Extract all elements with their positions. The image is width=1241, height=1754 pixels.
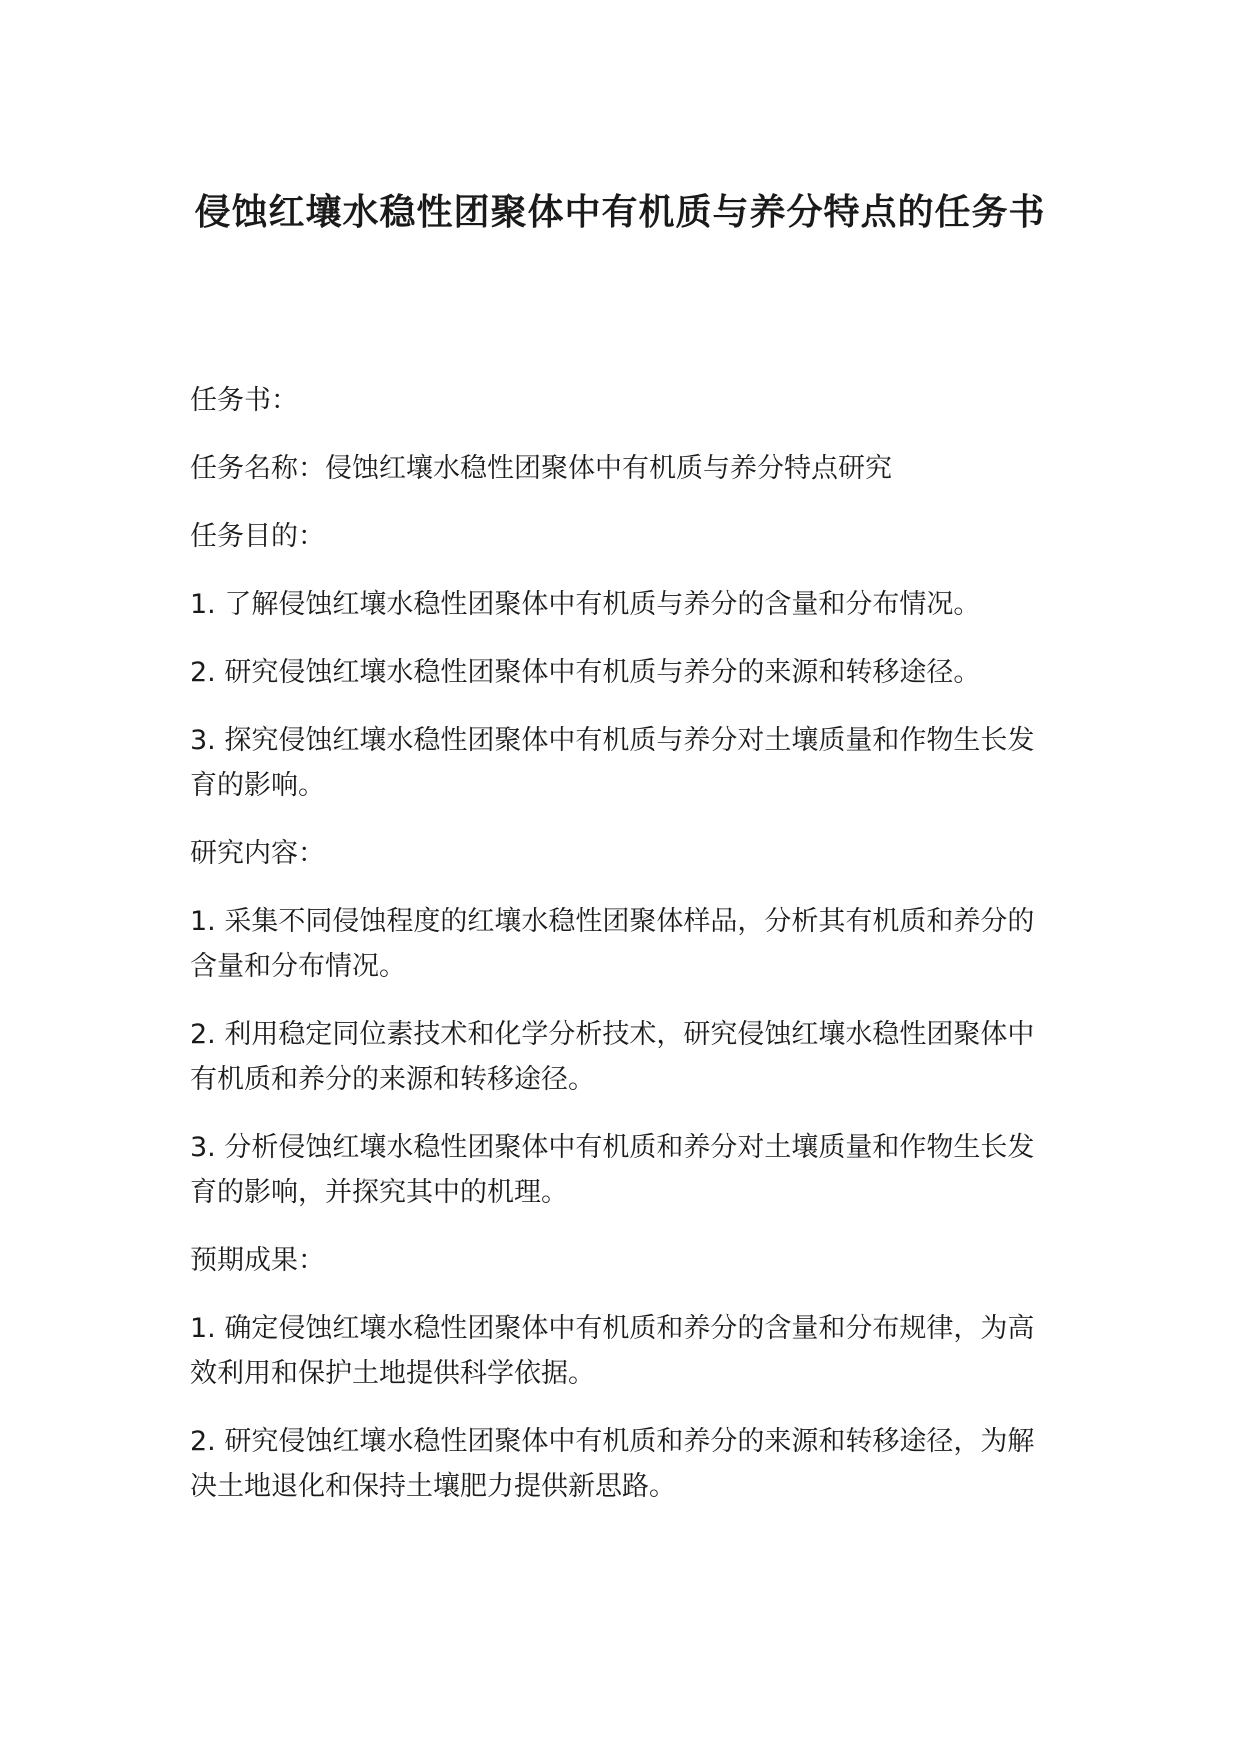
objective-item: 1. 了解侵蚀红壤水稳性团聚体中有机质与养分的含量和分布情况。 [190,589,981,620]
task-name: 任务名称：侵蚀红壤水稳性团聚体中有机质与养分特点研究 [190,453,892,484]
section-label-task-book: 任务书： [190,385,298,416]
section-label-objectives: 任务目的： [190,521,325,552]
research-item: 1. 采集不同侵蚀程度的红壤水稳性团聚体样品，分析其有机质和养分的含量和分布情况。 [190,906,1035,982]
section-label-research-content: 研究内容： [190,838,325,869]
research-item: 3. 分析侵蚀红壤水稳性团聚体中有机质和养分对土壤质量和作物生长发育的影响，并探究其中的机理。 [190,1132,1035,1208]
result-item: 1. 确定侵蚀红壤水稳性团聚体中有机质和养分的含量和分布规律，为高效利用和保护土地提供科学依据。 [190,1313,1035,1389]
objective-item: 2. 研究侵蚀红壤水稳性团聚体中有机质与养分的来源和转移途径。 [190,657,981,688]
objective-item: 3. 探究侵蚀红壤水稳性团聚体中有机质与养分对土壤质量和作物生长发育的影响。 [190,725,1035,801]
result-item: 2. 研究侵蚀红壤水稳性团聚体中有机质和养分的来源和转移途径，为解决土地退化和保持土壤肥力提供新思路。 [190,1426,1035,1502]
research-item: 2. 利用稳定同位素技术和化学分析技术，研究侵蚀红壤水稳性团聚体中有机质和养分的来源和转移途径。 [190,1019,1035,1095]
document-body [190,378,1050,1532]
document-title: 侵蚀红壤水稳性团聚体中有机质与养分特点的任务书 [194,192,1046,233]
section-label-expected-results: 预期成果： [190,1245,325,1276]
